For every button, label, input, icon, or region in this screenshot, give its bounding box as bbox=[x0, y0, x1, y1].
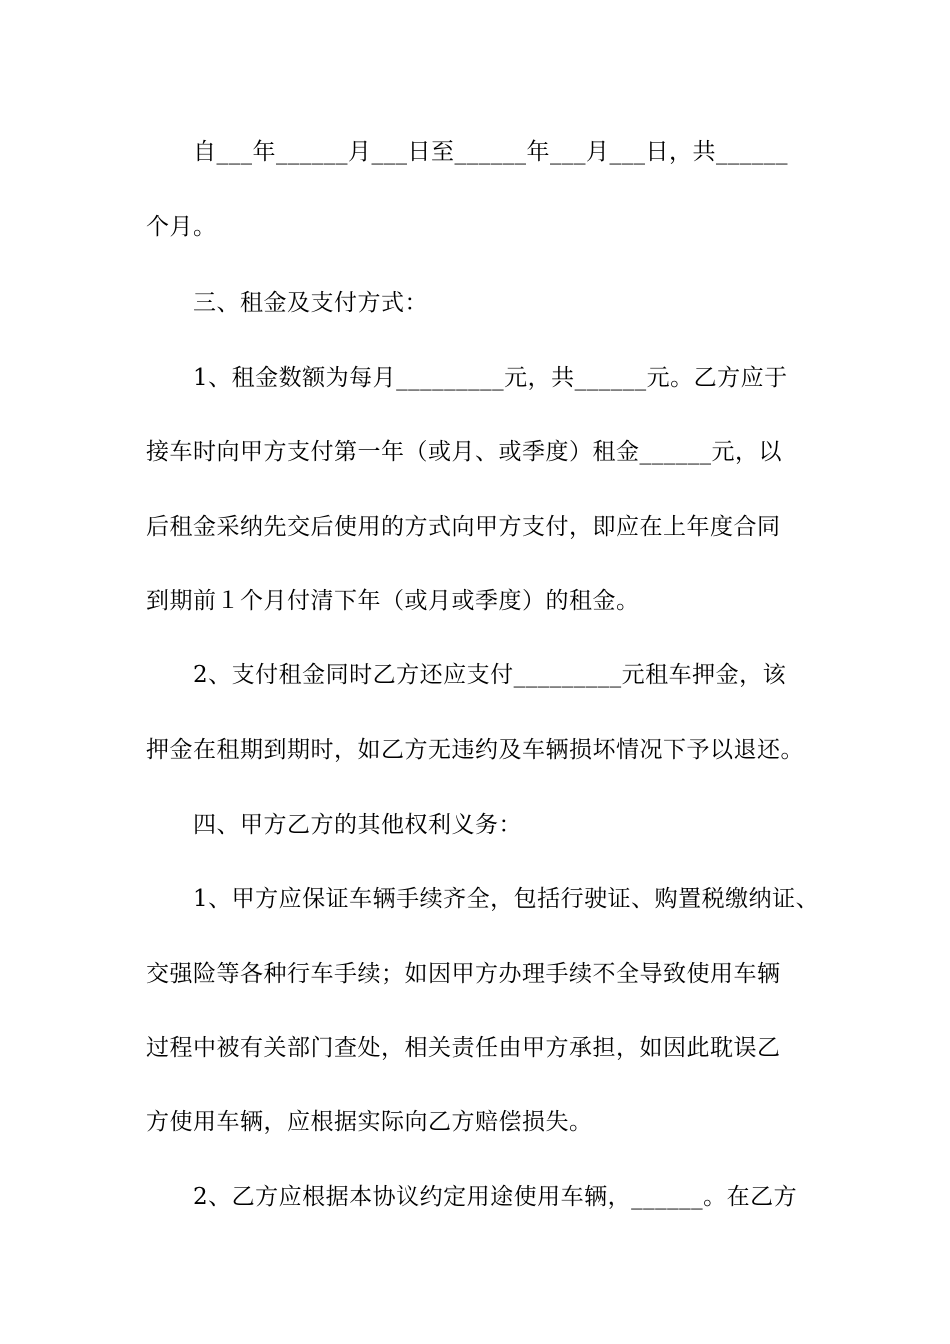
section-heading-rent-payment: 三、租金及支付方式： bbox=[146, 290, 428, 316]
text-line-1: 自___年______月___日至______年___月___日，共______ bbox=[146, 139, 788, 165]
text-line-12: 交强险等各种行车手续；如因甲方办理手续不全导致使用车辆 bbox=[146, 961, 781, 987]
text-line-14: 方使用车辆，应根据实际向乙方赔偿损失。 bbox=[146, 1109, 593, 1135]
text-line-13: 过程中被有关部门查处，相关责任由甲方承担，如因此耽误乙 bbox=[146, 1035, 781, 1061]
text-line-9: 押金在租期到期时，如乙方无违约及车辆损坏情况下予以退还。 bbox=[146, 737, 804, 763]
section-heading-rights-obligations: 四、甲方乙方的其他权利义务： bbox=[146, 812, 522, 838]
text-line-5: 接车时向甲方支付第一年（或月、或季度）租金______元，以 bbox=[146, 439, 782, 465]
text-line-8: 2、支付租金同时乙方还应支付_________元租车押金，该 bbox=[146, 662, 787, 688]
text-line-2: 个月。 bbox=[146, 214, 217, 240]
text-line-11: 1、甲方应保证车辆手续齐全，包括行驶证、购置税缴纳证、 bbox=[146, 886, 820, 912]
text-line-6: 后租金采纳先交后使用的方式向甲方支付，即应在上年度合同 bbox=[146, 514, 781, 540]
text-line-4: 1、租金数额为每月_________元，共______元。乙方应于 bbox=[146, 365, 788, 391]
text-line-15: 2、乙方应根据本协议约定用途使用车辆，______。在乙方 bbox=[146, 1184, 798, 1210]
text-line-7: 到期前１个月付清下年（或月或季度）的租金。 bbox=[146, 588, 640, 614]
